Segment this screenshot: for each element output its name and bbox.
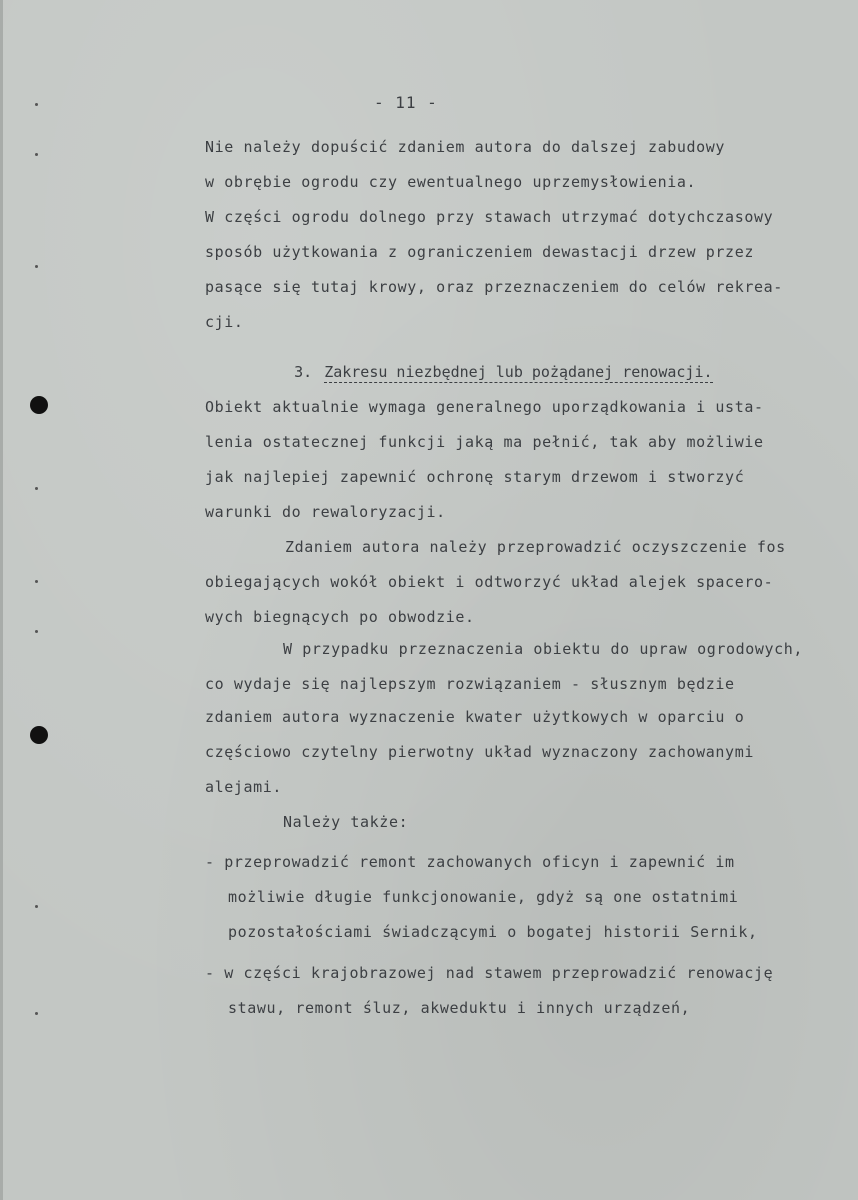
punch-hole: [30, 726, 48, 744]
text-line: W części ogrodu dolnego przy stawach utrzymać dotychczasowy: [205, 208, 774, 226]
margin-mark: [35, 153, 38, 156]
text-line: zdaniem autora wyznaczenie kwater użytkowych w oparciu o: [205, 708, 745, 726]
text-line: warunki do rewaloryzacji.: [205, 503, 446, 521]
text-line: cji.: [205, 313, 244, 331]
text-line: sposób użytkowania z ograniczeniem dewastacji drzew przez: [205, 243, 754, 261]
list-item: pozostałościami świadczącymi o bogatej historii Sernik,: [228, 923, 758, 941]
text-line: alejami.: [205, 778, 283, 796]
margin-mark: [35, 265, 38, 268]
punch-hole: [30, 396, 48, 414]
list-item: - w części krajobrazowej nad stawem przeprowadzić renowację: [205, 964, 774, 982]
text-line: jak najlepiej zapewnić ochronę starym drzewom i stworzyć: [205, 468, 745, 486]
text-line: w obrębie ogrodu czy ewentualnego uprzemysłowienia.: [205, 173, 697, 191]
margin-mark: [35, 580, 38, 583]
text-line: pasące się tutaj krowy, oraz przeznaczeniem do celów rekrea-: [205, 278, 783, 296]
text-line: obiegających wokół obiekt i odtworzyć układ alejek spacero-: [205, 573, 774, 591]
section-heading: [258, 350, 713, 395]
text-line: wych biegnących po obwodzie.: [205, 608, 475, 626]
margin-mark: [35, 103, 38, 106]
list-item: stawu, remont śluz, akweduktu i innych urządzeń,: [228, 999, 691, 1017]
text-line: Zdaniem autora należy przeprowadzić oczyszczenie fos: [285, 538, 786, 556]
margin-mark: [35, 630, 38, 633]
section-title: Zakresu niezbędnej lub pożądanej renowacji.: [324, 363, 713, 381]
text-line: Nie należy dopuścić zdaniem autora do dalszej zabudowy: [205, 138, 726, 156]
list-item: - przeprowadzić remont zachowanych oficyn i zapewnić im: [205, 853, 735, 871]
margin-mark: [35, 487, 38, 490]
margin-mark: [35, 1012, 38, 1015]
text-line: lenia ostatecznej funkcji jaką ma pełnić, tak aby możliwie: [205, 433, 764, 451]
text-line: co wydaje się najlepszym rozwiązaniem - słusznym będzie: [205, 675, 735, 693]
margin-mark: [35, 905, 38, 908]
list-item: możliwie długie funkcjonowanie, gdyż są one ostatnimi: [228, 888, 739, 906]
page-number: - 11 -: [374, 93, 438, 112]
text-line: Obiekt aktualnie wymaga generalnego uporządkowania i usta-: [205, 398, 764, 416]
section-number: 3.: [294, 363, 313, 381]
text-line: Należy także:: [283, 813, 409, 831]
text-line: W przypadku przeznaczenia obiektu do upraw ogrodowych,: [283, 640, 804, 658]
text-line: częściowo czytelny pierwotny układ wyznaczony zachowanymi: [205, 743, 754, 761]
page-edge: [0, 0, 3, 1200]
